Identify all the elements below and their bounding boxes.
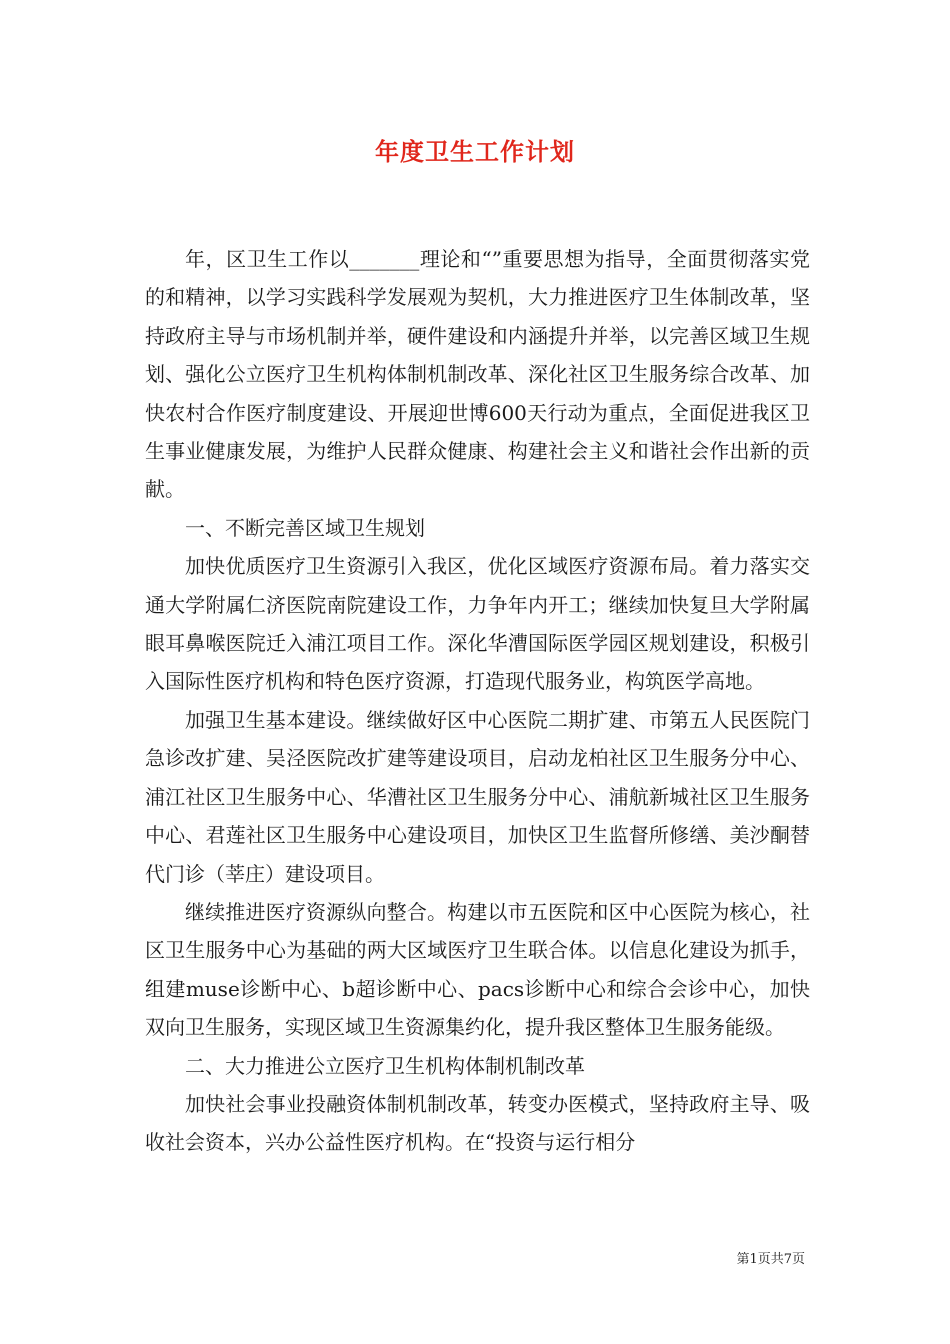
page-number: 第1页共7页 xyxy=(736,1252,805,1267)
paragraph-reform: 加快社会事业投融资体制机制改革，转变办医模式，坚持政府主导、吸收社会资本，兴办公益性医疗机构。在“投资与运行相分 xyxy=(145,1091,810,1155)
section-heading-1: 一、不断完善区域卫生规划 xyxy=(185,515,425,540)
paragraph-resources: 加快优质医疗卫生资源引入我区，优化区域医疗资源布局。着力落实交通大学附属仁济医院南院建设工作，力争年内开工；继续加快复旦大学附属眼耳鼻喉医院迁入浦江项目工作。深化华漕国际医学园区规划建设，积极引入国际性医疗机构和特色医疗资源，打造现代服务业，构筑医学高地。 xyxy=(145,554,810,694)
document-title: 年度卫生工作计划 xyxy=(375,137,575,166)
paragraph-integration: 继续推进医疗资源纵向整合。构建以市五医院和区中心医院为核心，社区卫生服务中心为基础的两大区域医疗卫生联合体。以信息化建设为抓手，组建muse诊断中心、b超诊断中心、pacs诊断中心和综合会诊中心，加快双向卫生服务，实现区域卫生资源集约化，提升我区整体卫生服务能级。 xyxy=(145,899,810,1040)
paragraph-construction: 加强卫生基本建设。继续做好区中心医院二期扩建、市第五人民医院门急诊改扩建、吴泾医院改扩建等建设项目，启动龙柏社区卫生服务分中心、浦江社区卫生服务中心、华漕社区卫生服务分中心、浦航新城社区卫生服务中心、君莲社区卫生服务中心建设项目，加快区卫生监督所修缮、美沙酮替代门诊（莘庄）建设项目。 xyxy=(145,707,810,886)
section-heading-2: 二、大力推进公立医疗卫生机构体制机制改革 xyxy=(185,1053,585,1078)
document-body xyxy=(145,240,810,1162)
paragraph-intro: 年，区卫生工作以_______理论和“”重要思想为指导，全面贯彻落实党的和精神，以学习实践科学发展观为契机，大力推进医疗卫生体制改革，坚持政府主导与市场机制并举，硬件建设和内涵提升并举，以完善区域卫生规划、强化公立医疗卫生机构体制机制改革、深化社区卫生服务综合改革、加快农村合作医疗制度建设、开展迎世博600天行动为重点，全面促进我区卫生事业健康发展，为维护人民群众健康、构建社会主义和谐社会作出新的贡献。 xyxy=(145,247,810,502)
